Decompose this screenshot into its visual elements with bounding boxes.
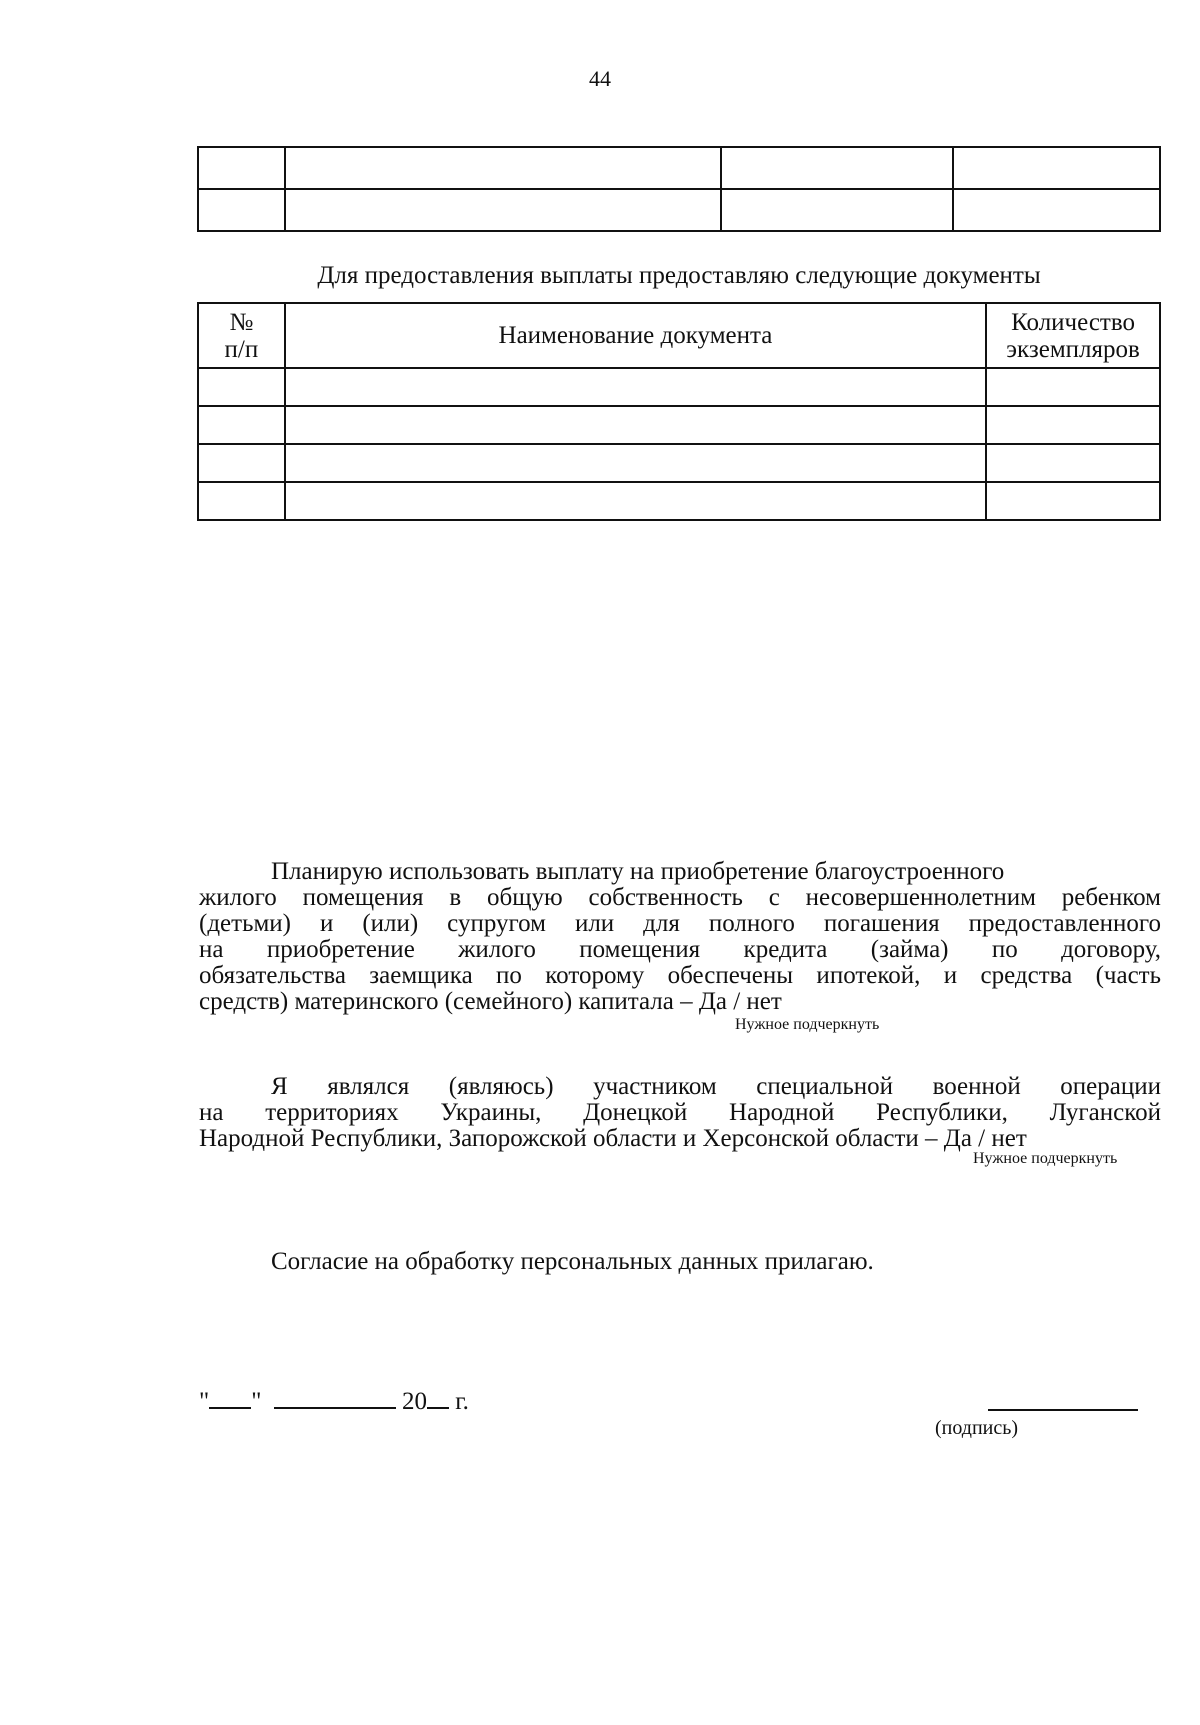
- day-blank: [209, 1387, 251, 1409]
- col-name-header: Наименование документа: [285, 303, 986, 368]
- col-num-header: № п/п: [198, 303, 285, 368]
- col-count-header: Количество экземпляров: [986, 303, 1160, 368]
- table-header-row: [198, 303, 1160, 368]
- signature-label: (подпись): [935, 1417, 1019, 1439]
- page-number: 44: [589, 66, 611, 91]
- underline-note: Нужное подчеркнуть: [735, 1016, 880, 1033]
- date-line: " " 20 г.: [199, 1388, 469, 1415]
- year-blank: [427, 1387, 449, 1409]
- consent-statement: Согласие на обработку персональных данных прилагаю.: [271, 1248, 874, 1275]
- table-row: [198, 406, 1160, 444]
- docs-heading: Для предоставления выплаты предоставляю следующие документы: [317, 262, 1041, 289]
- table-row: [198, 368, 1160, 406]
- underline-note: Нужное подчеркнуть: [973, 1150, 1118, 1167]
- top-table: [197, 146, 1161, 232]
- table-row: [198, 189, 1160, 231]
- table-row: [198, 444, 1160, 482]
- purchase-paragraph: Планирую использовать выплату на приобретение благоустроенного жилого помещения в общую собственность с несовершеннолетним ребенком (детьми) и (или) супругом или для полного погашения предоставленного на приобретение жилого помещения кредита (займа) по договору, обязательства заемщика по которому обеспечены ипотекой, и средства (часть средств) материнского (семейного) капитала – Да / нет: [199, 858, 1161, 1015]
- table-row: [198, 482, 1160, 520]
- svo-paragraph: Я являлся (являюсь) участником специальной военной операции на территориях Украины, Донецкой Народной Республики, Луганской Народной Республики, Запорожской области и Херсонской области – Да / нет: [199, 1073, 1161, 1152]
- table-row: [198, 147, 1160, 189]
- month-blank: [274, 1387, 396, 1409]
- signature-line: [988, 1409, 1138, 1411]
- docs-table: [197, 302, 1161, 521]
